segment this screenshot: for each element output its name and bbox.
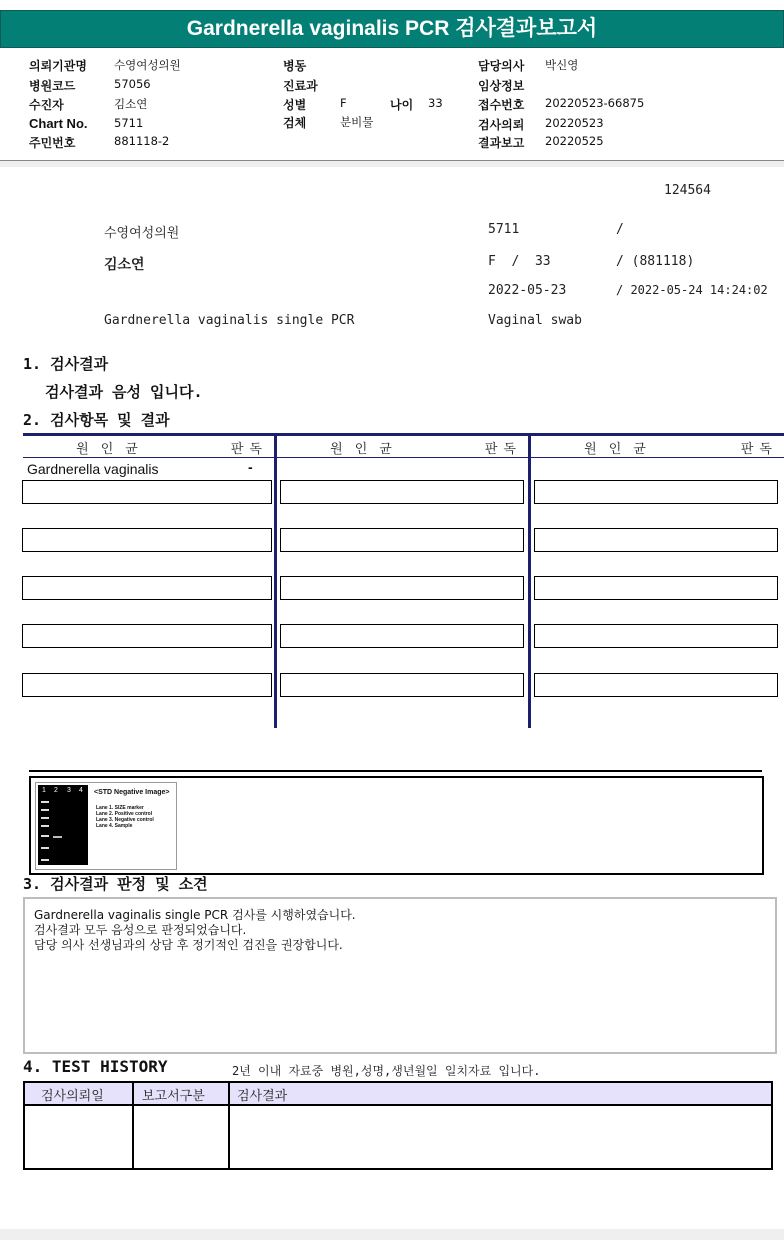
col-header-organism: 원인균: [330, 442, 404, 457]
summary-patient: 김소연: [104, 257, 145, 273]
result-cell: [22, 624, 272, 648]
col-header-reading: 판독: [484, 442, 522, 457]
summary-specimen: Vaginal swab: [488, 313, 582, 328]
col-header-organism: 원인균: [76, 442, 150, 457]
header-label-receipt-no: 접수번호: [478, 98, 525, 112]
gel-lane-number: 4: [79, 787, 83, 794]
result-cell: [22, 673, 272, 697]
header-value-sex: F: [340, 96, 347, 110]
section-2-title: 2. 검사항목 및 결과: [23, 411, 170, 429]
gel-lane-number: 1: [42, 787, 46, 794]
result-col-header-1: [23, 433, 274, 458]
history-col-report-type: 보고서구분: [142, 1089, 205, 1104]
opinion-line: 담당 의사 선생님과의 상담 후 정기적인 검진을 권장합니다.: [34, 938, 343, 952]
col-header-reading: 판독: [230, 442, 268, 457]
gel-band: [53, 836, 62, 838]
result-cell: [534, 673, 778, 697]
report-title: Gardnerella vaginalis PCR 검사결과보고서: [0, 10, 784, 48]
result-cell: [280, 673, 524, 697]
gel-band: [41, 835, 49, 837]
history-col-result: 검사결과: [237, 1089, 288, 1104]
result-cell: [280, 624, 524, 648]
gel-band: [41, 859, 49, 861]
gel-caption: <STD Negative Image>: [94, 789, 170, 796]
header-label-report-date: 결과보고: [478, 136, 525, 150]
summary-sex-age: F / 33: [488, 254, 551, 269]
summary-slash: /: [616, 222, 624, 237]
header-label-patient: 수진자: [29, 98, 64, 112]
result-cell: [280, 528, 524, 552]
result-cell: [22, 480, 272, 504]
result-cell: [534, 576, 778, 600]
header-label-resident-no: 주민번호: [29, 136, 76, 150]
section-3-title: 3. 검사결과 판정 및 소견: [23, 875, 208, 893]
gel-band: [41, 817, 49, 819]
gel-lane-label: Lane 2. Positive control: [96, 811, 153, 817]
gel-lane-number: 3: [67, 787, 71, 794]
opinion-line: 검사결과 모두 음성으로 판정되었습니다.: [34, 923, 247, 937]
gel-band: [41, 825, 49, 827]
summary-request-date: 2022-05-23: [488, 283, 567, 298]
result-cell: [280, 576, 524, 600]
gel-image: [35, 782, 177, 870]
header-value-resident-no: 881118-2: [114, 134, 170, 148]
header-value-clinic: 수영여성의원: [114, 58, 181, 72]
result-table-divider: [274, 433, 277, 728]
header-label-ward: 병동: [283, 59, 307, 73]
header-label-chart: Chart No.: [29, 116, 88, 131]
header-value-doctor: 박신영: [545, 58, 579, 72]
header-value-report-date: 20220525: [545, 134, 604, 148]
header-label-clinic: 의뢰기관명: [29, 59, 87, 73]
summary-report-datetime: / 2022-05-24 14:24:02: [616, 283, 768, 297]
header-label-hospital-code: 병원코드: [29, 79, 76, 93]
header-value-specimen: 분비물: [340, 115, 374, 129]
opinion-line: Gardnerella vaginalis single PCR 검사를 시행하였습니다.: [34, 908, 356, 922]
col-header-reading: 판독: [740, 442, 778, 457]
history-table: [23, 1081, 773, 1170]
result-cell: [280, 480, 524, 504]
result-cell: [22, 528, 272, 552]
header-label-department: 진료과: [283, 79, 318, 93]
gel-lane-number: 2: [54, 787, 58, 794]
header-value-receipt-no: 20220523-66875: [545, 96, 645, 110]
summary-birth: / (881118): [616, 254, 695, 269]
header-label-request-date: 검사의뢰: [478, 118, 525, 132]
result-cell: [534, 528, 778, 552]
header-value-request-date: 20220523: [545, 116, 604, 130]
footer-bar: [0, 1229, 784, 1240]
gel-lane-label: Lane 3. Negative control: [96, 817, 154, 823]
header-value-hospital-code: 57056: [114, 77, 151, 91]
section-1-title: 1. 검사결과: [23, 355, 109, 373]
result-cell: [534, 480, 778, 504]
section-4-title: 4. TEST HISTORY: [23, 1057, 168, 1076]
gel-band: [41, 809, 49, 811]
header-value-age: 33: [428, 96, 443, 110]
result-reading: -: [248, 459, 253, 475]
header-label-specimen: 검체: [283, 116, 307, 130]
section-1-result: 검사결과 음성 입니다.: [45, 383, 203, 401]
gel-top-rule: [29, 770, 762, 772]
gel-lane-label: Lane 4. Sample: [96, 823, 133, 829]
col-header-organism: 원인균: [584, 442, 658, 457]
header-label-sex: 성별: [283, 98, 307, 112]
result-col-header-3: [531, 433, 784, 458]
header-label-age: 나이: [390, 98, 414, 112]
history-col-divider: [132, 1083, 134, 1168]
header-divider: [0, 160, 784, 167]
header-value-chart: 5711: [114, 116, 144, 130]
result-cell: [534, 624, 778, 648]
summary-test-name: Gardnerella vaginalis single PCR: [104, 313, 355, 328]
history-col-divider: [228, 1083, 230, 1168]
history-col-request-date: 검사의뢰일: [41, 1089, 104, 1104]
result-organism: Gardnerella vaginalis: [27, 461, 159, 477]
header-label-doctor: 담당의사: [478, 59, 525, 73]
gel-band: [41, 801, 49, 803]
gel-lane-label: Lane 1. SIZE marker: [96, 805, 144, 811]
history-table-header: [25, 1083, 771, 1106]
result-table-divider: [528, 433, 531, 728]
gel-band: [41, 847, 49, 849]
header-value-patient: 김소연: [114, 97, 148, 111]
result-col-header-2: [277, 433, 528, 458]
result-cell: [22, 576, 272, 600]
summary-chart: 5711: [488, 222, 520, 237]
gel-electrophoresis-image: [38, 785, 88, 865]
history-note: 2년 이내 자료중 병원,성명,생년월일 일치자료 입니다.: [232, 1064, 541, 1078]
opinion-box: [23, 897, 777, 1054]
summary-clinic: 수영여성의원: [104, 226, 180, 241]
report-code: 124564: [664, 183, 711, 198]
header-label-clinical-info: 임상정보: [478, 79, 525, 93]
